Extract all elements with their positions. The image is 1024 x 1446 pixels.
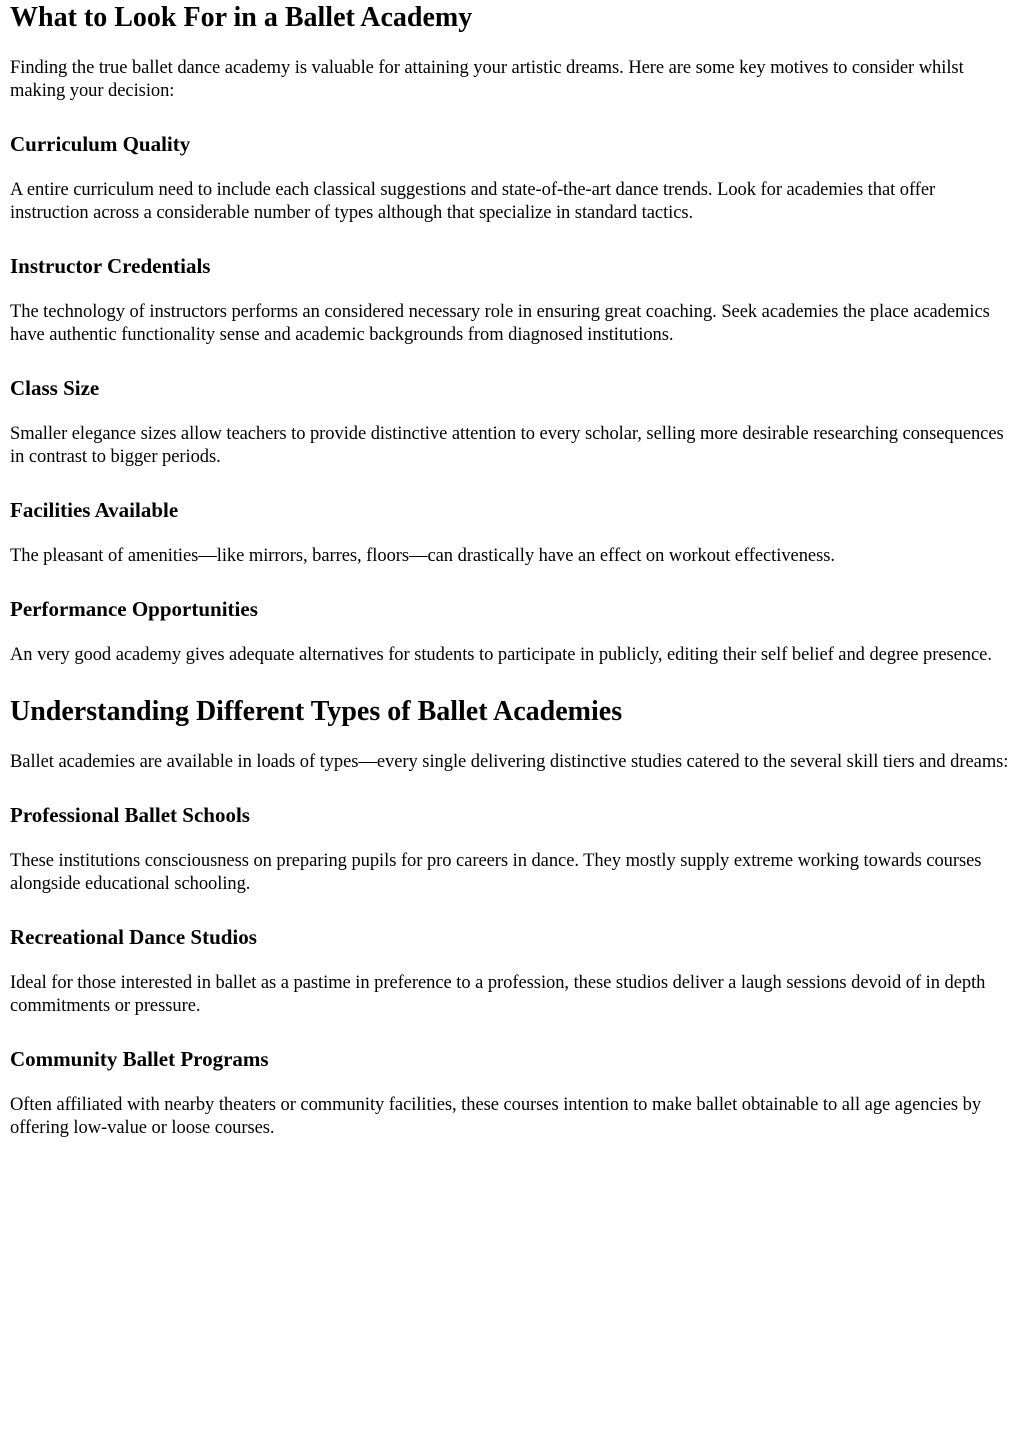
- section-heading: Understanding Different Types of Ballet Academies: [10, 696, 623, 727]
- section-intro: Finding the true ballet dance academy is valuable for attaining your artistic dreams. Here are some key motives to consider whilst making your decision:: [10, 58, 964, 101]
- subsection-body: Often affiliated with nearby theaters or community facilities, these courses intention to make ballet obtainable to all age agencies by offering low-value or loose courses.: [10, 1095, 982, 1138]
- subsection-body: A entire curriculum need to include each classical suggestions and state-of-the-art dance trends. Look for academies that offer instruction across a considerable number of types although that specialize in standard tactics.: [10, 180, 936, 223]
- subsection-heading: Facilities Available: [10, 498, 179, 522]
- subsection-heading: Professional Ballet Schools: [10, 803, 250, 827]
- subsection-heading: Performance Opportunities: [10, 597, 258, 621]
- subsection-body: An very good academy gives adequate alternatives for students to participate in publicly, editing their self belief and degree presence.: [10, 645, 992, 665]
- subsection-body: Ideal for those interested in ballet as a pastime in preference to a profession, these studios deliver a laugh sessions devoid of in depth commitments or pressure.: [10, 973, 986, 1016]
- subsection-body: The pleasant of amenities—like mirrors, barres, floors—can drastically have an effect on workout effectiveness.: [10, 546, 835, 566]
- subsection-heading: Community Ballet Programs: [10, 1047, 269, 1071]
- subsection-heading: Recreational Dance Studios: [10, 925, 257, 949]
- subsection-heading: Curriculum Quality: [10, 132, 191, 156]
- subsection-body: Smaller elegance sizes allow teachers to provide distinctive attention to every scholar, selling more desirable researching consequences in contrast to bigger periods.: [10, 424, 1004, 467]
- subsection-body: These institutions consciousness on preparing pupils for pro careers in dance. They mostly supply extreme working towards courses alongside educational schooling.: [10, 851, 982, 894]
- subsection-heading: Class Size: [10, 376, 100, 400]
- subsection-heading: Instructor Credentials: [10, 254, 211, 278]
- section-heading: What to Look For in a Ballet Academy: [10, 2, 473, 33]
- section-intro: Ballet academies are available in loads of types—every single delivering distinctive studies catered to the several skill tiers and dreams:: [10, 752, 1009, 772]
- subsection-body: The technology of instructors performs an considered necessary role in ensuring great coaching. Seek academies the place academics have authentic functionality sense and academic backgrounds from diagnosed institutions.: [10, 302, 990, 345]
